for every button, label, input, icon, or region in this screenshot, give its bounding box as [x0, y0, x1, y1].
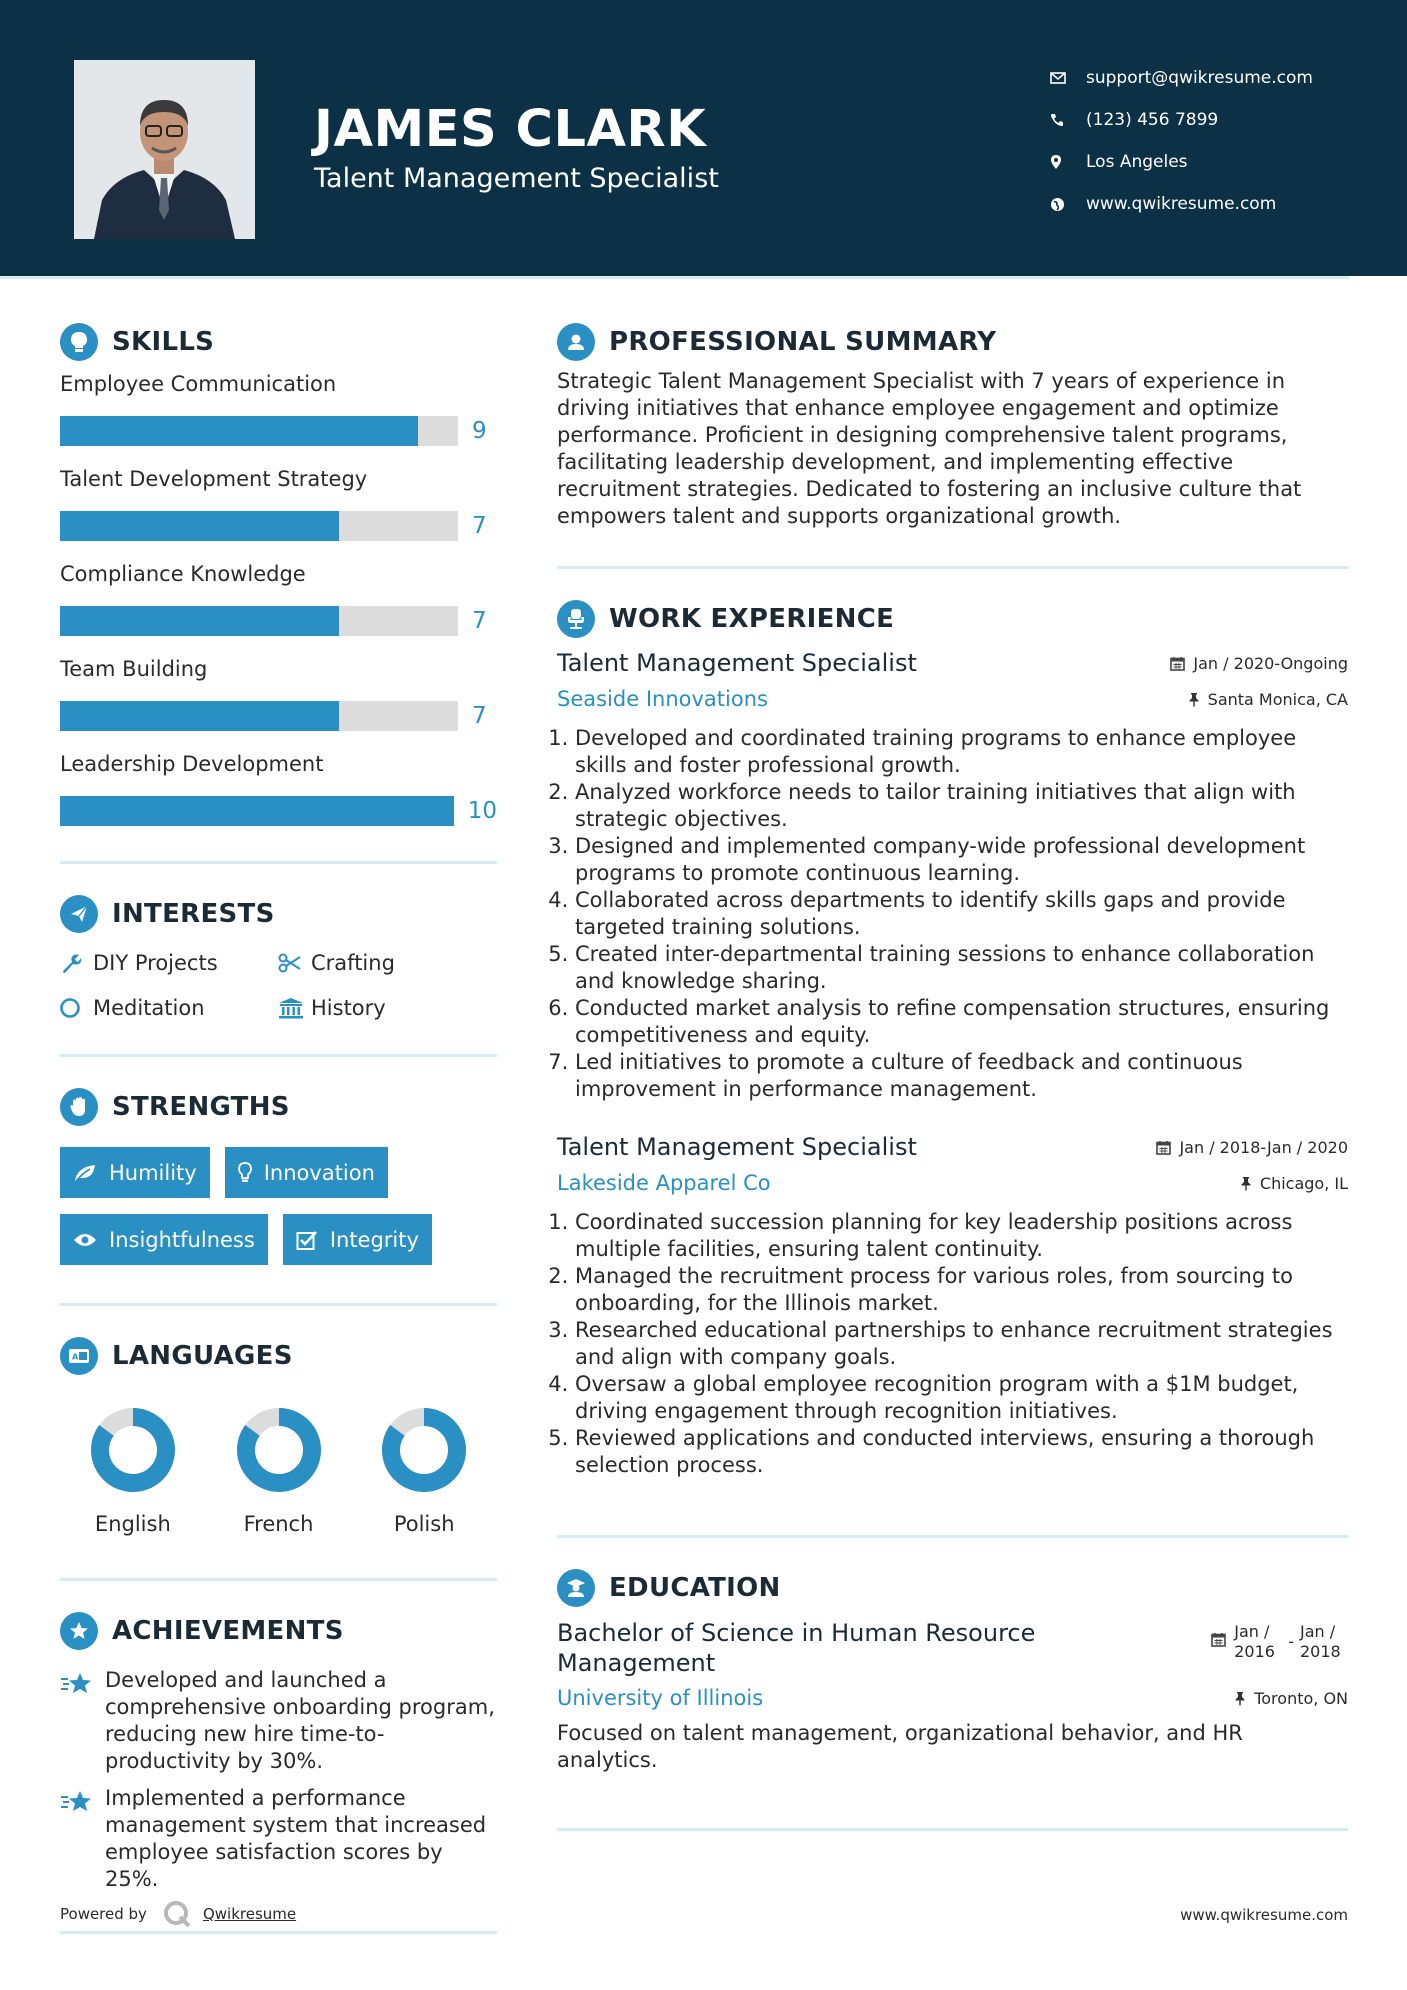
skill-item: [60, 657, 497, 744]
contact-location: [1050, 141, 1313, 183]
section-divider: [60, 1054, 497, 1057]
footer-website[interactable]: www.qwikresume.com: [1180, 1906, 1348, 1924]
interests-header: [60, 892, 497, 936]
section-divider: [60, 1931, 497, 1934]
star-icon: [60, 1667, 105, 1775]
education-end-date: Jan / 2018: [1300, 1622, 1341, 1661]
skill-bar: [60, 511, 458, 541]
strength-chip: [60, 1214, 268, 1265]
skill-item: [60, 372, 497, 459]
strengths-title: STRENGTHS: [112, 1092, 290, 1122]
contact-phone[interactable]: [1050, 99, 1313, 141]
pushpin-icon: [1234, 1691, 1246, 1706]
translate-icon: [60, 1337, 98, 1375]
interests-list: [60, 946, 497, 1024]
achievements-title: ACHIEVEMENTS: [112, 1616, 344, 1646]
job-bullet: 2. Managed the recruitment process for various roles, from sourcing to onboarding, for the Illinois market.: [575, 1263, 1348, 1317]
skill-value: 9: [472, 417, 487, 444]
skill-bar: [60, 606, 458, 636]
job-bullet: 4. Collaborated across departments to identify skills gaps and provide targeted training solutions.: [575, 887, 1348, 941]
job-entry: [557, 649, 1348, 1103]
company-name: Lakeside Apparel Co: [557, 1171, 771, 1195]
eye-icon: [73, 1232, 97, 1248]
leaf-icon: [73, 1163, 97, 1183]
hand-icon: [60, 1088, 98, 1126]
skill-item: [60, 562, 497, 649]
language-label: French: [243, 1512, 314, 1536]
achievements-header: [60, 1609, 497, 1653]
job-bullet: 6. Conducted market analysis to refine compensation structures, ensuring competitiveness and equity.: [575, 995, 1348, 1049]
language-donut: [380, 1406, 468, 1494]
section-divider: [557, 1535, 1348, 1538]
museum-icon: [278, 997, 311, 1019]
contact-email[interactable]: [1050, 57, 1313, 99]
resume-header: [0, 0, 1407, 276]
skill-label: Team Building: [60, 657, 208, 681]
interest-item: [60, 946, 278, 979]
wrench-icon: [60, 952, 93, 974]
degree-title: Bachelor of Science in Human Resource Management: [557, 1619, 1036, 1677]
language-donut: [89, 1406, 177, 1494]
interest-label: Crafting: [311, 950, 395, 975]
skill-bar-fill: [60, 511, 339, 541]
education-header: [557, 1566, 1348, 1610]
scissors-icon: [278, 953, 311, 973]
pushpin-icon: [1188, 692, 1200, 707]
lightbulb-icon: [60, 323, 98, 361]
phone-icon: [1050, 113, 1086, 127]
skill-bar-fill: [60, 796, 454, 826]
job-location-text: Chicago, IL: [1259, 1173, 1348, 1193]
education-title: EDUCATION: [609, 1573, 781, 1603]
strengths-header: [60, 1085, 497, 1129]
job-dates-text: Jan / 2020-Ongoing: [1193, 653, 1348, 673]
office-chair-icon: [557, 600, 595, 638]
contact-phone-text: (123) 456 7899: [1086, 110, 1219, 130]
job-dates: [1156, 1138, 1348, 1157]
contact-email-text: support@qwikresume.com: [1086, 68, 1313, 88]
user-icon: [557, 323, 595, 361]
footer-powered-by: [60, 1900, 296, 1928]
section-divider: [60, 1303, 497, 1306]
interest-item: [60, 991, 278, 1024]
job-location: [1188, 690, 1348, 709]
star-icon: [60, 1785, 105, 1893]
languages-header: [60, 1334, 497, 1378]
interest-label: DIY Projects: [93, 950, 218, 975]
language-item: [206, 1406, 352, 1536]
education-location: [1234, 1689, 1348, 1708]
map-pin-icon: [1050, 154, 1086, 170]
achievements-list: [60, 1667, 497, 1893]
skill-bar-fill: [60, 606, 339, 636]
interests-title: INTERESTS: [112, 899, 275, 929]
job-bullet: 3. Designed and implemented company-wide professional development programs to promote continuous learning.: [575, 833, 1348, 887]
graduate-icon: [557, 1569, 595, 1607]
skill-bar: [60, 701, 458, 731]
pushpin-icon: [1240, 1176, 1252, 1191]
achievement-text: Developed and launched a comprehensive onboarding program, reducing new hire time-to-productivity by 30%.: [105, 1668, 495, 1773]
svg-text:A: A: [72, 1352, 79, 1362]
skill-bar-fill: [60, 416, 418, 446]
skills-header: [60, 320, 497, 364]
check-square-icon: [296, 1229, 318, 1251]
company-name: Seaside Innovations: [557, 687, 768, 711]
contact-website[interactable]: [1050, 183, 1313, 225]
globe-icon: [1050, 197, 1086, 212]
job-bullets: [557, 725, 1348, 1103]
achievement-item: [60, 1785, 497, 1893]
contact-website-text: www.qwikresume.com: [1086, 194, 1277, 214]
skill-value: 7: [472, 607, 487, 634]
job-bullets: [557, 1209, 1348, 1479]
job-dates: [1170, 654, 1348, 673]
candidate-role: Talent Management Specialist: [314, 163, 719, 194]
job-bullet: 1. Developed and coordinated training programs to enhance employee skills and foster professional growth.: [575, 725, 1348, 779]
language-item: [351, 1406, 497, 1536]
skills-list: [60, 372, 497, 839]
job-location: [1240, 1174, 1348, 1193]
job-bullet: 2. Analyzed workforce needs to tailor training initiatives that align with strategic objectives.: [575, 779, 1348, 833]
star-badge-icon: [60, 1612, 98, 1650]
job-bullet: 1. Coordinated succession planning for key leadership positions across multiple facilities, ensuring talent continuity.: [575, 1209, 1348, 1263]
strength-label: Innovation: [263, 1160, 375, 1185]
language-label: Polish: [393, 1512, 455, 1536]
paper-plane-icon: [60, 895, 98, 933]
strength-chip: [283, 1214, 432, 1265]
qwikresume-logo-icon: [163, 1900, 191, 1928]
language-donut: [235, 1406, 323, 1494]
skill-item: [60, 752, 497, 839]
skill-label: Talent Development Strategy: [60, 467, 368, 491]
skill-item: [60, 467, 497, 554]
right-column: [557, 320, 1348, 1831]
education-dates: [1211, 1622, 1348, 1662]
strengths-list: [60, 1147, 480, 1265]
strength-label: Integrity: [329, 1227, 419, 1252]
summary-header: [557, 320, 1348, 364]
language-item: [60, 1406, 206, 1536]
job-title: Talent Management Specialist: [557, 1133, 917, 1161]
skill-value: 7: [472, 512, 487, 539]
achievement-item: [60, 1667, 497, 1775]
contact-list: [1050, 57, 1313, 225]
achievement-text: Implemented a performance management system that increased employee satisfaction scores by 25%.: [105, 1786, 487, 1891]
languages-title: LANGUAGES: [112, 1341, 293, 1371]
powered-by-label: Powered by: [60, 1905, 147, 1923]
strength-label: Insightfulness: [109, 1227, 255, 1252]
section-divider: [557, 566, 1348, 569]
section-divider: [557, 1828, 1348, 1831]
skill-label: Employee Communication: [60, 372, 337, 396]
strength-chip: [225, 1147, 388, 1198]
interest-item: [278, 991, 478, 1024]
date-separator: -: [1288, 1632, 1294, 1651]
envelope-icon: [1050, 72, 1086, 84]
skill-bar: [60, 416, 458, 446]
job-bullet: 7. Led initiatives to promote a culture of feedback and continuous improvement in performance management.: [575, 1049, 1348, 1103]
summary-text: Strategic Talent Management Specialist with 7 years of experience in driving initiatives that enhance employee engagement and optimize performance. Proficient in designing comprehensive talent programs, facilitating leadership development, and implementing effective recruitment strategies. Dedicated to fostering an inclusive culture that empowers talent and supports organizational growth.: [557, 369, 1302, 528]
skills-title: SKILLS: [112, 327, 215, 357]
interest-item: [278, 946, 478, 979]
header-divider: [0, 276, 1349, 279]
education-location-text: Toronto, ON: [1254, 1688, 1348, 1708]
job-bullet: 5. Reviewed applications and conducted interviews, ensuring a thorough selection process.: [575, 1425, 1348, 1479]
skill-label: Leadership Development: [60, 752, 324, 776]
education-entry: [557, 1618, 1348, 1774]
lightbulb-icon: [238, 1162, 252, 1184]
languages-list: [60, 1406, 497, 1536]
education-description: Focused on talent management, organizational behavior, and HR analytics.: [557, 1721, 1243, 1772]
calendar-icon: [1170, 656, 1185, 671]
skill-value: 7: [472, 702, 487, 729]
skill-bar: [60, 796, 454, 826]
experience-title: WORK EXPERIENCE: [609, 604, 895, 634]
job-entry: [557, 1133, 1348, 1479]
school-name: University of Illinois: [557, 1686, 764, 1710]
calendar-icon: [1156, 1140, 1171, 1155]
job-bullet: 3. Researched educational partnerships to enhance recruitment strategies and align with company goals.: [575, 1317, 1348, 1371]
section-divider: [60, 1578, 497, 1581]
skill-value: 10: [467, 797, 497, 824]
job-bullet: 4. Oversaw a global employee recognition program with a $1M budget, driving engagement through recognition initiatives.: [575, 1371, 1348, 1425]
interest-label: History: [311, 995, 386, 1020]
candidate-name: JAMES CLARK: [314, 100, 707, 159]
qwikresume-link[interactable]: Qwikresume: [202, 1905, 297, 1923]
summary-title: PROFESSIONAL SUMMARY: [609, 327, 997, 357]
job-bullet: 5. Created inter-departmental training sessions to enhance collaboration and knowledge sharing.: [575, 941, 1348, 995]
experience-header: [557, 597, 1348, 641]
job-location-text: Santa Monica, CA: [1207, 689, 1348, 709]
contact-location-text: Los Angeles: [1086, 152, 1188, 172]
education-start-date: Jan / 2016: [1234, 1622, 1275, 1661]
job-dates-text: Jan / 2018-Jan / 2020: [1179, 1137, 1348, 1157]
profile-photo: [74, 60, 255, 239]
strength-chip: [60, 1147, 210, 1198]
interest-label: Meditation: [93, 995, 205, 1020]
skill-bar-fill: [60, 701, 339, 731]
calendar-icon: [1211, 1632, 1226, 1647]
circle-icon: [60, 997, 93, 1019]
language-label: English: [94, 1512, 171, 1536]
strength-label: Humility: [109, 1160, 197, 1185]
left-column: [60, 320, 497, 1934]
job-title: Talent Management Specialist: [557, 649, 917, 677]
skill-label: Compliance Knowledge: [60, 562, 306, 586]
section-divider: [60, 861, 497, 864]
